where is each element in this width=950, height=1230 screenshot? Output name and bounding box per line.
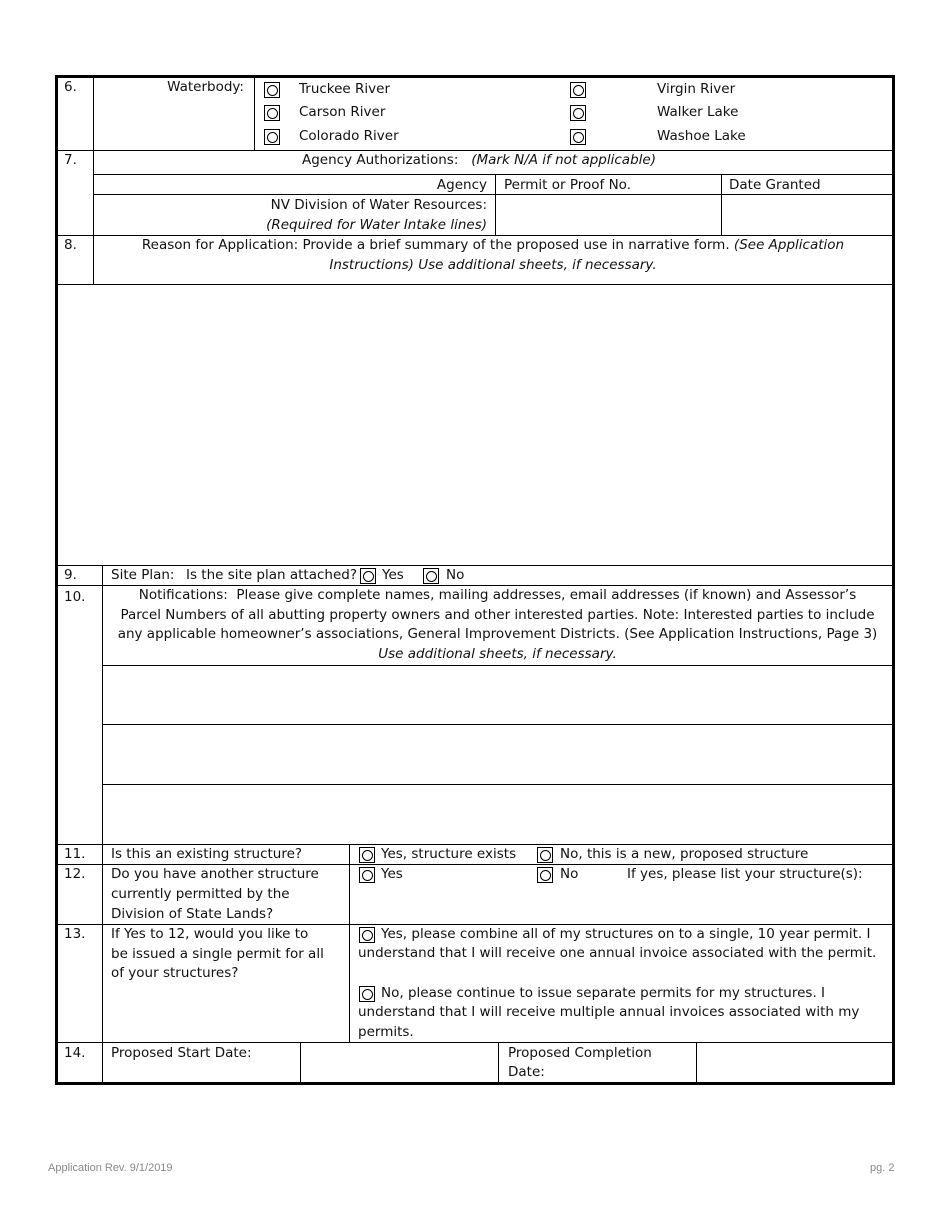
agency-name: NV Division of Water Resources: <box>270 197 487 213</box>
divider <box>93 77 94 150</box>
option-label: Carson River <box>299 104 386 120</box>
single-permit-question-1: If Yes to 12, would you like to <box>111 926 309 942</box>
notifications-text-1: Please give complete names, mailing addresses, email addresses (if known) and Assessor’s <box>236 587 857 603</box>
radio-other-structure-yes[interactable] <box>359 867 375 883</box>
radio-truckee-river[interactable] <box>264 82 280 98</box>
other-structure-question-2: currently permitted by the <box>111 886 290 902</box>
radio-site-plan-no[interactable] <box>423 568 439 584</box>
option-label: Yes <box>381 866 403 882</box>
col-permit: Permit or Proof No. <box>504 177 631 193</box>
radio-carson-river[interactable] <box>264 105 280 121</box>
option-label: Virgin River <box>657 81 736 97</box>
structure-list-prompt: If yes, please list your structure(s): <box>627 866 863 882</box>
option-label: Yes, structure exists <box>381 846 517 862</box>
combine-option-line-2: understand that I will receive one annual invoice associated with the permit. <box>358 945 877 961</box>
row-number: 8. <box>64 237 77 253</box>
option-label: Walker Lake <box>657 104 739 120</box>
other-structure-question-1: Do you have another structure <box>111 866 319 882</box>
separate-option-line-3: permits. <box>358 1024 414 1040</box>
agency-auth-heading <box>302 151 656 171</box>
divider <box>57 1042 893 1043</box>
col-date-granted: Date Granted <box>729 177 821 193</box>
separate-option-line-2: understand that I will receive multiple annual invoices associated with my <box>358 1004 860 1020</box>
notification-entry-field[interactable] <box>104 786 892 843</box>
divider <box>696 1042 697 1083</box>
radio-walker-lake[interactable] <box>570 105 586 121</box>
date-granted-field[interactable] <box>723 196 892 234</box>
agency-note: (Required for Water Intake lines) <box>266 217 487 233</box>
completion-date-label-2: Date: <box>508 1064 545 1080</box>
footer-page-number: pg. 2 <box>870 1162 895 1174</box>
divider <box>93 174 893 175</box>
completion-date-label-1: Proposed Completion <box>508 1045 652 1061</box>
radio-structure-exists[interactable] <box>359 847 375 863</box>
radio-washoe-lake[interactable] <box>570 129 586 145</box>
permit-number-field[interactable] <box>497 196 720 234</box>
option-label: Colorado River <box>299 128 399 144</box>
option-label: Yes <box>382 567 404 583</box>
divider <box>495 174 496 235</box>
agency-auth-note: (Mark N/A if not applicable) <box>471 152 656 168</box>
reason-text: Provide a brief summary of the proposed use in narrative form. <box>302 237 730 253</box>
option-label: No, this is a new, proposed structure <box>560 846 809 862</box>
notifications-line-1 <box>104 586 891 606</box>
divider <box>254 77 255 150</box>
site-plan-question: Is the site plan attached? <box>186 567 358 583</box>
notifications-line-2: Parcel Numbers of all abutting property owners and other interested parties. Note: Interested parties to include <box>120 607 875 623</box>
option-label: Truckee River <box>299 81 391 97</box>
divider <box>93 150 94 284</box>
radio-colorado-river[interactable] <box>264 129 280 145</box>
divider <box>102 724 893 725</box>
separate-option-line-1: No, please continue to issue separate permits for my structures. I <box>381 985 826 1001</box>
notifications-label: Notifications: <box>138 587 228 603</box>
agency-auth-label: Agency Authorizations: <box>302 152 459 168</box>
single-permit-question-3: of your structures? <box>111 965 239 981</box>
combine-option-line-1: Yes, please combine all of my structures on to a single, 10 year permit. I <box>381 926 871 942</box>
col-agency: Agency <box>436 177 487 193</box>
existing-structure-question: Is this an existing structure? <box>111 846 303 862</box>
reason-narrative-field[interactable] <box>58 286 892 564</box>
notification-entry-field[interactable] <box>104 726 892 783</box>
site-plan-label: Site Plan: <box>111 567 175 583</box>
row-number: 6. <box>64 79 77 95</box>
row-number: 7. <box>64 152 77 168</box>
radio-new-structure[interactable] <box>537 847 553 863</box>
start-date-label: Proposed Start Date: <box>111 1045 252 1061</box>
notification-entry-field[interactable] <box>104 667 892 723</box>
radio-other-structure-no[interactable] <box>537 867 553 883</box>
row-number: 11. <box>64 846 86 862</box>
row-number: 9. <box>64 567 77 583</box>
radio-separate-permits[interactable] <box>359 986 375 1002</box>
completion-date-field[interactable] <box>698 1044 892 1082</box>
reason-label: Reason for Application: <box>141 237 299 253</box>
start-date-field[interactable] <box>302 1044 497 1082</box>
option-label: No <box>560 866 579 882</box>
divider <box>498 1042 499 1083</box>
structure-list-field[interactable] <box>352 886 892 923</box>
reason-note-2: Instructions) Use additional sheets, if necessary. <box>329 257 657 273</box>
divider <box>102 784 893 785</box>
divider <box>57 565 893 566</box>
row-number: 10. <box>64 589 86 605</box>
radio-site-plan-yes[interactable] <box>360 568 376 584</box>
notifications-note: Use additional sheets, if necessary. <box>378 646 617 662</box>
row-number: 13. <box>64 926 86 942</box>
divider <box>102 565 103 1083</box>
footer-revision: Application Rev. 9/1/2019 <box>48 1162 173 1174</box>
row-number: 14. <box>64 1045 86 1061</box>
radio-virgin-river[interactable] <box>570 82 586 98</box>
option-label: No <box>446 567 465 583</box>
option-label: Washoe Lake <box>657 128 746 144</box>
other-structure-question-3: Division of State Lands? <box>111 906 274 922</box>
row-number: 12. <box>64 866 86 882</box>
divider <box>102 665 893 666</box>
reason-line-1 <box>95 236 891 256</box>
divider <box>300 1042 301 1083</box>
divider <box>57 284 893 285</box>
single-permit-question-2: be issued a single permit for all <box>111 946 324 962</box>
reason-note-1: (See Application <box>733 237 845 253</box>
divider <box>349 844 350 1042</box>
radio-combine-permits[interactable] <box>359 927 375 943</box>
divider <box>721 174 722 235</box>
waterbody-label: Waterbody: <box>167 79 244 95</box>
notifications-line-3: any applicable homeowner’s associations, General Improvement Districts. (See Application Instructions, Page 3) <box>117 626 878 642</box>
